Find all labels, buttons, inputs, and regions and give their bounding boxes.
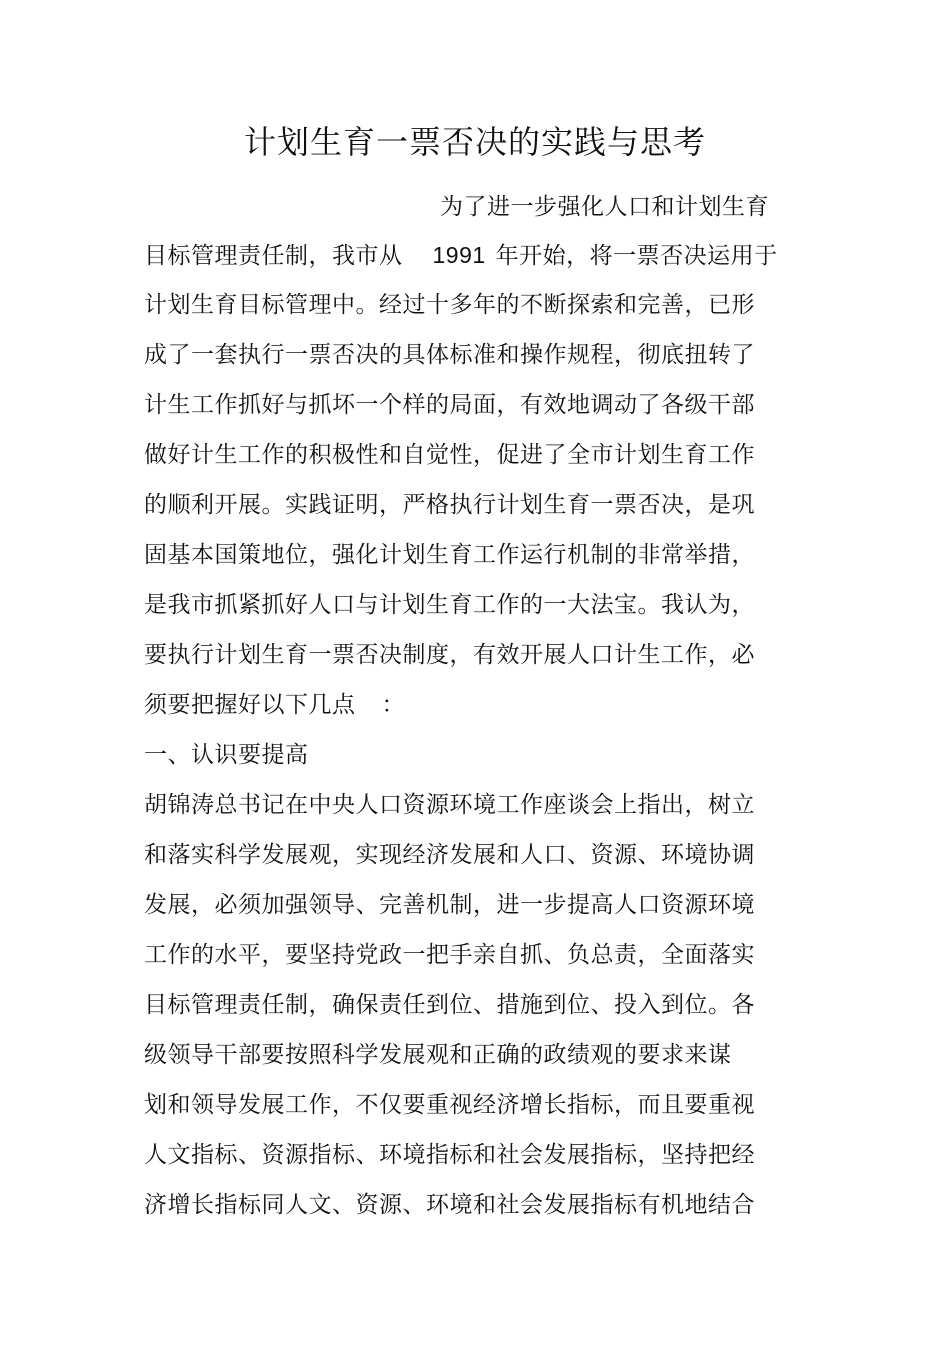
- paragraph-line: 发展，必须加强领导、完善机制，进一步提高人口资源环境: [144, 892, 755, 918]
- paragraph-line: 人文指标、资源指标、环境指标和社会发展指标，坚持把经: [144, 1142, 755, 1168]
- paragraph-line: 固基本国策地位，强化计划生育工作运行机制的非常举措，: [144, 542, 755, 568]
- text-segment: 年开始，将一票否决运用于: [495, 243, 778, 269]
- paragraph-line: 工作的水平，要坚持党政一把手亲自抓、负总责，全面落实: [144, 942, 755, 968]
- paragraph-line: [144, 687, 405, 723]
- section-heading: 一、认识要提高: [144, 742, 309, 768]
- paragraph-line: 成了一套执行一票否决的具体标准和操作规程，彻底扭转了: [144, 342, 755, 368]
- paragraph-line: 目标管理责任制，确保责任到位、措施到位、投入到位。各: [144, 992, 755, 1018]
- colon-mark: ：: [381, 692, 405, 718]
- paragraph-line: 济增长指标同人文、资源、环境和社会发展指标有机地结合: [144, 1192, 755, 1218]
- paragraph-line: 是我市抓紧抓好人口与计划生育工作的一大法宝。我认为，: [144, 592, 755, 618]
- text-segment: 目标管理责任制，我市从: [144, 243, 403, 269]
- paragraph-line: 胡锦涛总书记在中央人口资源环境工作座谈会上指出，树立: [144, 792, 755, 818]
- text-segment: 须要把握好以下几点: [144, 692, 356, 718]
- paragraph-line: 为了进一步强化人口和计划生育: [440, 194, 769, 220]
- paragraph-line: [144, 237, 778, 274]
- paragraph-line: 和落实科学发展观，实现经济发展和人口、资源、环境协调: [144, 842, 755, 868]
- paragraph-line: 划和领导发展工作，不仅要重视经济增长指标，而且要重视: [144, 1092, 755, 1118]
- paragraph-line: 计生工作抓好与抓坏一个样的局面，有效地调动了各级干部: [144, 392, 755, 418]
- paragraph-line: 级领导干部要按照科学发展观和正确的政绩观的要求来谋: [144, 1042, 732, 1068]
- paragraph-line: 做好计生工作的积极性和自觉性，促进了全市计划生育工作: [144, 442, 755, 468]
- paragraph-line: 的顺利开展。实践证明，严格执行计划生育一票否决，是巩: [144, 492, 755, 518]
- page-title: 计划生育一票否决的实践与思考: [243, 123, 706, 161]
- year-number: 1991: [432, 242, 486, 268]
- paragraph-line: 计划生育目标管理中。经过十多年的不断探索和完善，已形: [144, 292, 755, 318]
- paragraph-line: 要执行计划生育一票否决制度，有效开展人口计生工作，必: [144, 642, 755, 668]
